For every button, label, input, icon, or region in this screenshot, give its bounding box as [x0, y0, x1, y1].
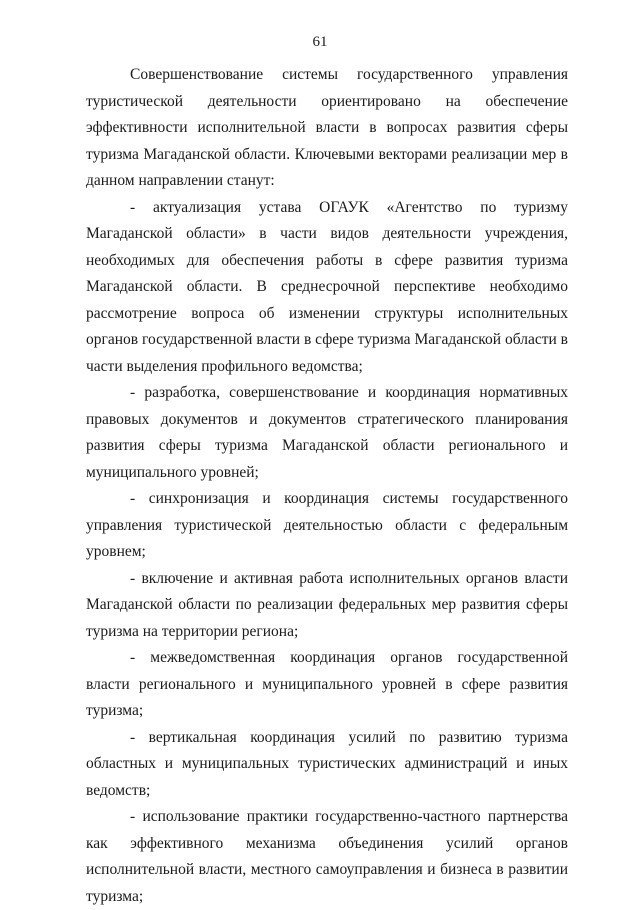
list-item-federal-measures: - включение и активная работа исполнительных органов власти Магаданской области по реализации федеральных мер развития сферы туризма на территории региона;	[86, 569, 568, 640]
page-number: 61	[312, 34, 328, 50]
list-item-regulatory-documents: - разработка, совершенствование и координация нормативных правовых документов и документов стратегического планирования развития сферы туризма Магаданской области регионального и муниципального уровней;	[86, 384, 568, 481]
document-body	[86, 62, 568, 910]
intro-paragraph: Совершенствование системы государственного управления туристической деятельности ориентировано на обеспечение эффективности исполнительной власти в вопросах развития сферы туризма Магаданской области. Ключевыми векторами реализации мер в данном направлении станут:	[86, 66, 568, 189]
list-item-federal-synchronization: - синхронизация и координация системы государственного управления туристической деятельностью области с федеральным уровнем;	[86, 490, 568, 560]
list-item-vertical-coordination: - вертикальная координация усилий по развитию туризма областных и муниципальных туристических администраций и иных ведомств;	[86, 728, 568, 799]
list-item-interdepartmental-coordination: - межведомственная координация органов государственной власти регионального и муниципального уровней в сфере развития туризма;	[86, 649, 568, 719]
list-item-charter-update: - актуализация устава ОГАУК «Агентство по туризму Магаданской области» в части видов деятельности учреждения, необходимых для обеспечения работы в сфере развития туризма Магаданской области. В среднесрочной перспективе необходимо рассмотрение вопроса об изменении структуры исполнительных органов государственной власти в сфере туризма Магаданской области в части выделения профильного ведомства;	[86, 198, 568, 375]
list-item-public-private-partnership: - использование практики государственно-частного партнерства как эффективного механизма объединения усилий органов исполнительной власти, местного самоуправления и бизнеса в развитии туризма;	[86, 808, 568, 905]
